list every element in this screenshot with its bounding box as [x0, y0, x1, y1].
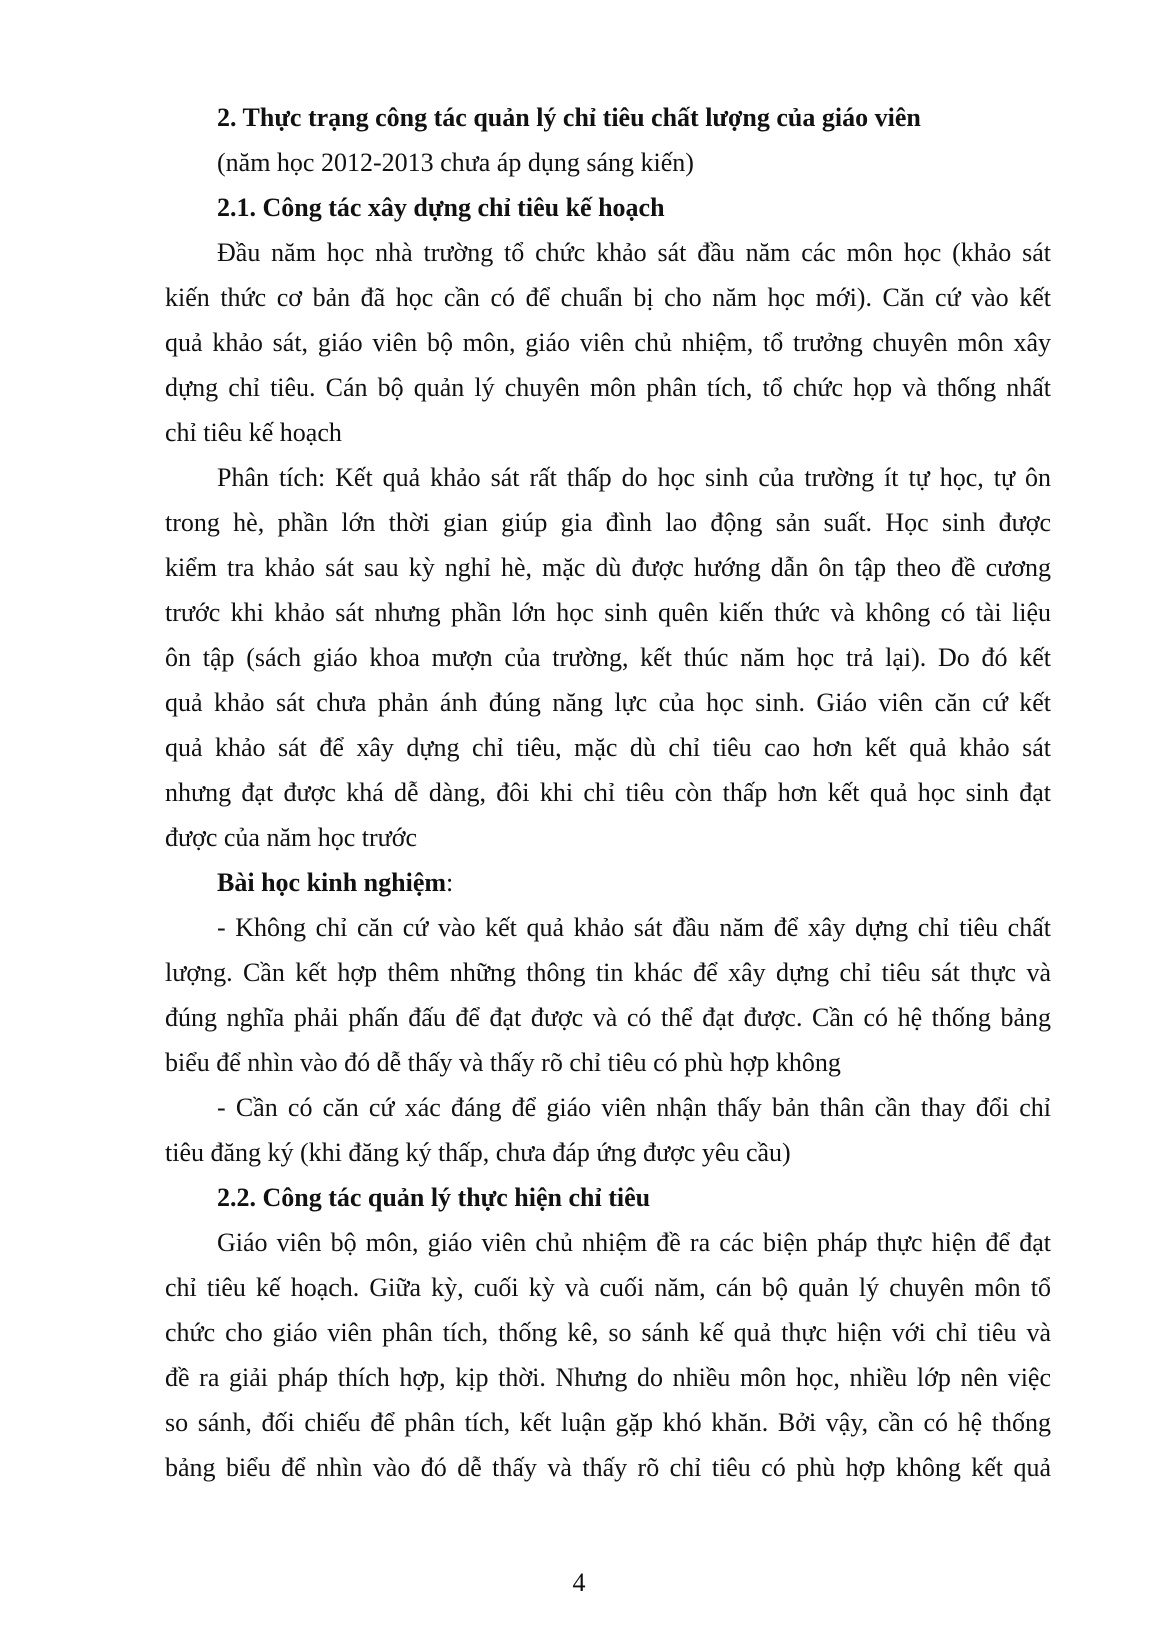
paragraph-line: Giáo viên bộ môn, giáo viên chủ nhiệm đề ra các biện pháp thực hiện để đạt: [217, 1228, 1051, 1257]
paragraph-line: dựng chỉ tiêu. Cán bộ quản lý chuyên môn phân tích, tổ chức họp và thống nhất: [165, 373, 1051, 402]
paragraph-line: - Không chỉ căn cứ vào kết quả khảo sát đầu năm để xây dựng chỉ tiêu chất: [217, 913, 1051, 942]
paragraph-line: bảng biểu để nhìn vào đó dễ thấy và thấy rõ chỉ tiêu có phù hợp không kết quả: [165, 1453, 1051, 1482]
page-number: 4: [572, 1568, 586, 1597]
paragraph-line: được của năm học trước: [165, 823, 418, 852]
paragraph-line: nhưng đạt được khá dễ dàng, đôi khi chỉ tiêu còn thấp hơn kết quả học sinh đạt: [165, 778, 1051, 807]
paragraph-line: kiến thức cơ bản đã học cần có để chuẩn bị cho năm học mới). Căn cứ vào kết: [165, 283, 1051, 312]
paragraph-line: Đầu năm học nhà trường tổ chức khảo sát đầu năm các môn học (khảo sát: [217, 238, 1051, 267]
paragraph-line: chỉ tiêu kế hoạch. Giữa kỳ, cuối kỳ và cuối năm, cán bộ quản lý chuyên môn tổ: [165, 1273, 1051, 1302]
paragraph-line: trước khi khảo sát nhưng phần lớn học sinh quên kiến thức và không có tài liệu: [165, 598, 1051, 627]
paragraph-line: chức cho giáo viên phân tích, thống kê, so sánh kế quả thực hiện với chỉ tiêu và: [165, 1318, 1051, 1347]
paragraph-line: lượng. Cần kết hợp thêm những thông tin khác để xây dựng chỉ tiêu sát thực và: [165, 958, 1051, 987]
document-page: [165, 95, 1051, 1595]
paragraph-line: đúng nghĩa phải phấn đấu để đạt được và có thể đạt được. Cần có hệ thống bảng: [165, 1003, 1051, 1032]
lesson-label: Bài học kinh nghiệm: [217, 868, 447, 897]
section-heading-2: 2. Thực trạng công tác quản lý chỉ tiêu chất lượng của giáo viên: [217, 103, 921, 132]
paragraph-line: so sánh, đối chiếu để phân tích, kết luận gặp khó khăn. Bởi vậy, cần có hệ thống: [165, 1408, 1051, 1437]
section-heading-2-2: 2.2. Công tác quản lý thực hiện chỉ tiêu: [217, 1183, 651, 1212]
paragraph-line: kiểm tra khảo sát sau kỳ nghỉ hè, mặc dù được hướng dẫn ôn tập theo đề cương: [165, 553, 1051, 582]
paragraph-line: quả khảo sát chưa phản ánh đúng năng lực của học sinh. Giáo viên căn cứ kết: [165, 688, 1051, 717]
paragraph-line: quả khảo sát để xây dựng chỉ tiêu, mặc dù chỉ tiêu cao hơn kết quả khảo sát: [165, 733, 1051, 762]
paragraph-line: Phân tích: Kết quả khảo sát rất thấp do học sinh của trường ít tự học, tự ôn: [217, 463, 1051, 492]
paragraph-line: trong hè, phần lớn thời gian giúp gia đình lao động sản suất. Học sinh được: [165, 508, 1051, 537]
paragraph-line: - Cần có căn cứ xác đáng để giáo viên nhận thấy bản thân cần thay đổi chỉ: [217, 1093, 1051, 1122]
lesson-colon: :: [446, 868, 454, 897]
paragraph-line: đề ra giải pháp thích hợp, kịp thời. Nhưng do nhiều môn học, nhiều lớp nên việc: [165, 1363, 1051, 1392]
paragraph-line: tiêu đăng ký (khi đăng ký thấp, chưa đáp ứng được yêu cầu): [165, 1138, 791, 1167]
paragraph-line: biểu để nhìn vào đó dễ thấy và thấy rõ chỉ tiêu có phù hợp không: [165, 1048, 841, 1077]
paragraph-line: quả khảo sát, giáo viên bộ môn, giáo viên chủ nhiệm, tổ trưởng chuyên môn xây: [165, 328, 1051, 357]
lesson-heading: [165, 860, 1051, 906]
paragraph-line: chỉ tiêu kế hoạch: [165, 418, 342, 447]
paragraph-line: ôn tập (sách giáo khoa mượn của trường, kết thúc năm học trả lại). Do đó kết: [165, 643, 1051, 672]
section-heading-2-1: 2.1. Công tác xây dựng chỉ tiêu kế hoạch: [217, 193, 665, 222]
section-heading-2-note: (năm học 2012-2013 chưa áp dụng sáng kiến): [217, 148, 694, 177]
